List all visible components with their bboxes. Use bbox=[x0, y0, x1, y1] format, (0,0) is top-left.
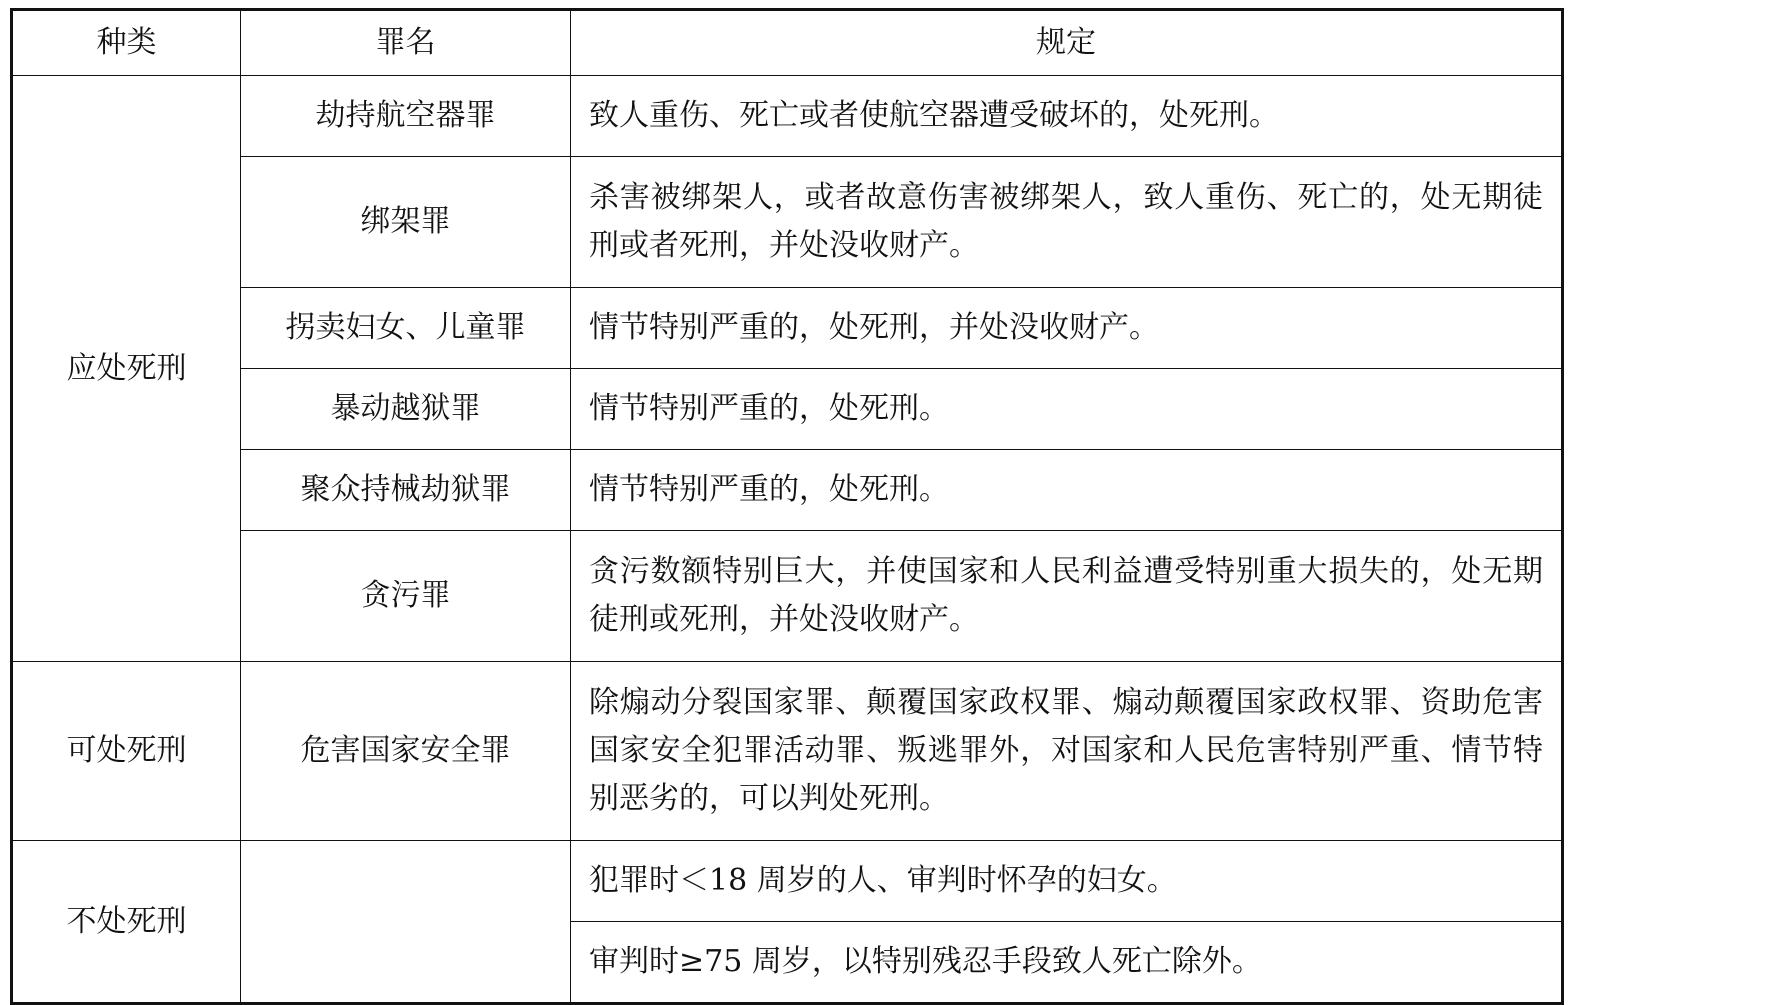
crime-name-cell: 暴动越狱罪 bbox=[241, 369, 571, 450]
rule-cell: 致人重伤、死亡或者使航空器遭受破坏的，处死刑。 bbox=[571, 76, 1563, 157]
rule-cell: 情节特别严重的，处死刑。 bbox=[571, 450, 1563, 531]
table-row bbox=[12, 157, 1563, 288]
kind-cell-not: 不处死刑 bbox=[12, 841, 241, 1004]
header-rule: 规定 bbox=[571, 10, 1563, 76]
death-penalty-table bbox=[10, 8, 1564, 1005]
table-row bbox=[12, 76, 1563, 157]
crime-name-cell: 危害国家安全罪 bbox=[241, 662, 571, 841]
crime-name-cell-empty bbox=[241, 841, 571, 1004]
crime-name-cell: 贪污罪 bbox=[241, 531, 571, 662]
crime-name-cell: 劫持航空器罪 bbox=[241, 76, 571, 157]
rule-cell: 情节特别严重的，处死刑，并处没收财产。 bbox=[571, 288, 1563, 369]
table-row bbox=[12, 288, 1563, 369]
header-kind: 种类 bbox=[12, 10, 241, 76]
table-row bbox=[12, 841, 1563, 922]
kind-cell-must: 应处死刑 bbox=[12, 76, 241, 662]
table-row bbox=[12, 662, 1563, 841]
header-name: 罪名 bbox=[241, 10, 571, 76]
rule-cell: 贪污数额特别巨大，并使国家和人民利益遭受特别重大损失的，处无期徒刑或死刑，并处没收财产。 bbox=[571, 531, 1563, 662]
table-row bbox=[12, 450, 1563, 531]
rule-cell: 犯罪时＜18 周岁的人、审判时怀孕的妇女。 bbox=[571, 841, 1563, 922]
table-row bbox=[12, 369, 1563, 450]
rule-cell: 杀害被绑架人，或者故意伤害被绑架人，致人重伤、死亡的，处无期徒刑或者死刑，并处没收财产。 bbox=[571, 157, 1563, 288]
kind-cell-may: 可处死刑 bbox=[12, 662, 241, 841]
rule-cell: 情节特别严重的，处死刑。 bbox=[571, 369, 1563, 450]
table-header-row bbox=[12, 10, 1563, 76]
crime-name-cell: 绑架罪 bbox=[241, 157, 571, 288]
rule-cell: 审判时≥75 周岁，以特别残忍手段致人死亡除外。 bbox=[571, 922, 1563, 1004]
table-row bbox=[12, 531, 1563, 662]
rule-cell: 除煽动分裂国家罪、颠覆国家政权罪、煽动颠覆国家政权罪、资助危害国家安全犯罪活动罪、叛逃罪外，对国家和人民危害特别严重、情节特别恶劣的，可以判处死刑。 bbox=[571, 662, 1563, 841]
crime-name-cell: 聚众持械劫狱罪 bbox=[241, 450, 571, 531]
crime-name-cell: 拐卖妇女、儿童罪 bbox=[241, 288, 571, 369]
